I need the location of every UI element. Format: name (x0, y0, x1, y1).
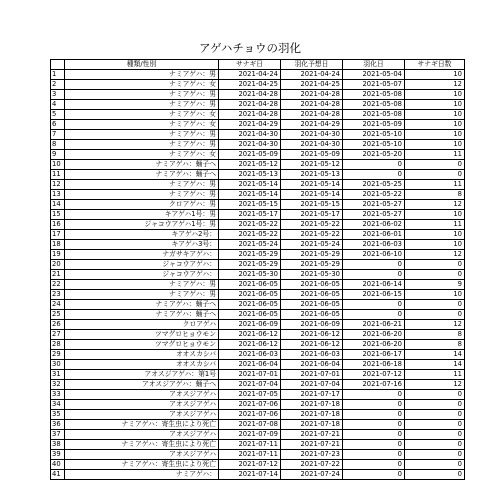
pupa-days-cell: 0 (405, 170, 465, 180)
expected-date-cell: 2021-07-21 (281, 440, 343, 450)
table-row (51, 280, 465, 290)
species-sex-cell: アオスジアゲハ (65, 450, 219, 460)
table-row (51, 380, 465, 390)
table-row (51, 430, 465, 440)
table-row (51, 90, 465, 100)
expected-date-cell: 2021-06-03 (281, 350, 343, 360)
pupa-days-cell: 0 (405, 440, 465, 450)
pupa-date-cell: 2021-07-08 (219, 420, 281, 430)
table-row (51, 410, 465, 420)
table-row (51, 330, 465, 340)
pupa-days-cell: 12 (405, 320, 465, 330)
species-sex-cell: ナミアゲハ：女 (65, 80, 219, 90)
emergence-date-cell: 2021-05-25 (343, 180, 405, 190)
table-row (51, 250, 465, 260)
pupa-date-cell: 2021-07-14 (219, 470, 281, 480)
expected-date-cell: 2021-07-18 (281, 410, 343, 420)
row-index: 14 (51, 200, 65, 210)
table-row (51, 300, 465, 310)
expected-date-cell: 2021-07-17 (281, 390, 343, 400)
table-row (51, 470, 465, 480)
emergence-date-cell: 2021-06-02 (343, 220, 405, 230)
species-sex-cell: ツマグロヒョウモン (65, 330, 219, 340)
table-row (51, 200, 465, 210)
row-index: 15 (51, 210, 65, 220)
emergence-date-cell: 0 (343, 260, 405, 270)
expected-date-cell: 2021-05-12 (281, 160, 343, 170)
pupa-days-cell: 11 (405, 220, 465, 230)
table-row (51, 460, 465, 470)
species-sex-cell: アオスジアゲハ (65, 400, 219, 410)
species-sex-cell: ナミアゲハ：寄生虫により死亡 (65, 460, 219, 470)
expected-date-cell: 2021-07-21 (281, 430, 343, 440)
pupa-days-cell: 10 (405, 140, 465, 150)
emergence-date-cell: 0 (343, 430, 405, 440)
table-row (51, 420, 465, 430)
pupa-days-cell: 0 (405, 160, 465, 170)
pupa-days-cell: 10 (405, 210, 465, 220)
expected-date-cell: 2021-07-01 (281, 370, 343, 380)
expected-date-cell: 2021-06-05 (281, 310, 343, 320)
emergence-date-cell: 2021-05-20 (343, 150, 405, 160)
table-row (51, 450, 465, 460)
table-row (51, 80, 465, 90)
pupa-days-cell: 0 (405, 420, 465, 430)
pupa-date-cell: 2021-07-04 (219, 380, 281, 390)
species-sex-cell: ナミアゲハ：男 (65, 180, 219, 190)
emergence-date-cell: 2021-06-10 (343, 250, 405, 260)
row-index: 25 (51, 310, 65, 320)
pupa-days-cell: 10 (405, 240, 465, 250)
emergence-date-cell: 2021-06-21 (343, 320, 405, 330)
emergence-date-cell: 2021-06-18 (343, 360, 405, 370)
table-row (51, 170, 465, 180)
header-index (51, 60, 65, 70)
pupa-date-cell: 2021-04-30 (219, 140, 281, 150)
expected-date-cell: 2021-07-23 (281, 450, 343, 460)
expected-date-cell: 2021-05-15 (281, 200, 343, 210)
row-index: 3 (51, 90, 65, 100)
pupa-date-cell: 2021-06-12 (219, 330, 281, 340)
expected-date-cell: 2021-06-05 (281, 300, 343, 310)
row-index: 8 (51, 140, 65, 150)
pupa-date-cell: 2021-05-15 (219, 200, 281, 210)
pupa-date-cell: 2021-07-01 (219, 370, 281, 380)
table-row (51, 290, 465, 300)
row-index: 7 (51, 130, 65, 140)
expected-date-cell: 2021-04-28 (281, 110, 343, 120)
pupa-date-cell: 2021-05-29 (219, 260, 281, 270)
emergence-date-cell: 2021-05-09 (343, 120, 405, 130)
pupa-days-cell: 0 (405, 460, 465, 470)
header-species-sex: 種類/性別 (65, 60, 219, 70)
row-index: 24 (51, 300, 65, 310)
pupa-days-cell: 9 (405, 280, 465, 290)
expected-date-cell: 2021-06-05 (281, 280, 343, 290)
row-index: 13 (51, 190, 65, 200)
row-index: 12 (51, 180, 65, 190)
species-sex-cell: ナミアゲハ：男 (65, 140, 219, 150)
expected-date-cell: 2021-05-29 (281, 260, 343, 270)
emergence-date-cell: 0 (343, 460, 405, 470)
expected-date-cell: 2021-06-12 (281, 330, 343, 340)
row-index: 21 (51, 270, 65, 280)
table-row (51, 160, 465, 170)
pupa-days-cell: 0 (405, 400, 465, 410)
row-index: 30 (51, 360, 65, 370)
pupa-date-cell: 2021-04-28 (219, 90, 281, 100)
pupa-date-cell: 2021-04-24 (219, 70, 281, 80)
pupa-date-cell: 2021-05-13 (219, 170, 281, 180)
emergence-date-cell: 2021-06-14 (343, 280, 405, 290)
pupa-date-cell: 2021-05-14 (219, 180, 281, 190)
emergence-date-cell: 0 (343, 470, 405, 480)
header-pupa-date: サナギ日 (219, 60, 281, 70)
pupa-days-cell: 10 (405, 90, 465, 100)
species-sex-cell: キアゲハ1号：男 (65, 210, 219, 220)
emergence-date-cell: 0 (343, 420, 405, 430)
pupa-date-cell: 2021-06-05 (219, 290, 281, 300)
pupa-date-cell: 2021-06-05 (219, 310, 281, 320)
emergence-date-cell: 2021-05-07 (343, 80, 405, 90)
species-sex-cell: ナミアゲハ：男 (65, 190, 219, 200)
species-sex-cell: ナガサキアゲハ： (65, 250, 219, 260)
table-row (51, 370, 465, 380)
species-sex-cell: キアゲハ2号： (65, 230, 219, 240)
pupa-days-cell: 0 (405, 300, 465, 310)
emergence-date-cell: 2021-07-12 (343, 370, 405, 380)
table-row (51, 360, 465, 370)
row-index: 41 (51, 470, 65, 480)
table-row (51, 70, 465, 80)
species-sex-cell: ナミアゲハ：寄生虫により死亡 (65, 420, 219, 430)
pupa-date-cell: 2021-04-29 (219, 120, 281, 130)
emergence-date-cell: 0 (343, 410, 405, 420)
row-index: 5 (51, 110, 65, 120)
row-index: 6 (51, 120, 65, 130)
expected-date-cell: 2021-04-29 (281, 120, 343, 130)
emergence-date-cell: 0 (343, 400, 405, 410)
expected-date-cell: 2021-05-22 (281, 220, 343, 230)
emergence-date-cell: 0 (343, 310, 405, 320)
species-sex-cell: ナミアゲハ：男 (65, 290, 219, 300)
pupa-days-cell: 14 (405, 350, 465, 360)
table-row (51, 210, 465, 220)
page-title: アゲハチョウの羽化 (198, 41, 302, 55)
species-sex-cell: ナミアゲハ：女 (65, 150, 219, 160)
row-index: 28 (51, 340, 65, 350)
expected-date-cell: 2021-05-24 (281, 240, 343, 250)
pupa-date-cell: 2021-05-12 (219, 160, 281, 170)
pupa-date-cell: 2021-07-06 (219, 400, 281, 410)
header-pupa-days: サナギ日数 (405, 60, 465, 70)
expected-date-cell: 2021-04-28 (281, 100, 343, 110)
pupa-date-cell: 2021-05-22 (219, 230, 281, 240)
pupa-date-cell: 2021-07-11 (219, 440, 281, 450)
emergence-date-cell: 0 (343, 390, 405, 400)
pupa-date-cell: 2021-06-05 (219, 300, 281, 310)
pupa-date-cell: 2021-05-29 (219, 250, 281, 260)
species-sex-cell: ナミアゲハ：女 (65, 110, 219, 120)
table-row (51, 400, 465, 410)
species-sex-cell: ナミアゲハ：寄生虫により死亡 (65, 440, 219, 450)
pupa-days-cell: 0 (405, 430, 465, 440)
pupa-date-cell: 2021-06-04 (219, 360, 281, 370)
row-index: 4 (51, 100, 65, 110)
emergence-date-cell: 2021-05-22 (343, 190, 405, 200)
table-row (51, 100, 465, 110)
row-index: 18 (51, 240, 65, 250)
pupa-days-cell: 10 (405, 120, 465, 130)
emergence-date-cell: 2021-05-10 (343, 140, 405, 150)
pupa-days-cell: 11 (405, 150, 465, 160)
pupa-days-cell: 10 (405, 110, 465, 120)
pupa-date-cell: 2021-04-28 (219, 100, 281, 110)
expected-date-cell: 2021-06-05 (281, 290, 343, 300)
emergence-date-cell: 2021-05-27 (343, 210, 405, 220)
table-row (51, 350, 465, 360)
emergence-date-cell: 2021-07-16 (343, 380, 405, 390)
expected-date-cell: 2021-05-13 (281, 170, 343, 180)
pupa-days-cell: 12 (405, 200, 465, 210)
species-sex-cell: ナミアゲハ：蛹子へ (65, 300, 219, 310)
emergence-date-cell: 0 (343, 160, 405, 170)
pupa-days-cell: 0 (405, 260, 465, 270)
emergence-date-cell: 2021-06-17 (343, 350, 405, 360)
expected-date-cell: 2021-05-14 (281, 190, 343, 200)
expected-date-cell: 2021-06-12 (281, 340, 343, 350)
row-index: 32 (51, 380, 65, 390)
pupa-date-cell: 2021-06-09 (219, 320, 281, 330)
pupa-date-cell: 2021-05-09 (219, 150, 281, 160)
pupa-days-cell: 12 (405, 250, 465, 260)
expected-date-cell: 2021-04-25 (281, 80, 343, 90)
species-sex-cell: オオスカシバ (65, 360, 219, 370)
header-emergence-date: 羽化日 (343, 60, 405, 70)
expected-date-cell: 2021-04-30 (281, 130, 343, 140)
row-index: 2 (51, 80, 65, 90)
expected-date-cell: 2021-07-18 (281, 400, 343, 410)
expected-date-cell: 2021-07-18 (281, 420, 343, 430)
row-index: 40 (51, 460, 65, 470)
emergence-date-cell: 2021-05-27 (343, 200, 405, 210)
species-sex-cell: ナミアゲハ：男 (65, 100, 219, 110)
emergence-date-cell: 0 (343, 450, 405, 460)
row-index: 17 (51, 230, 65, 240)
table-row (51, 180, 465, 190)
expected-date-cell: 2021-05-17 (281, 210, 343, 220)
expected-date-cell: 2021-05-30 (281, 270, 343, 280)
header-expected-date: 羽化予想日 (281, 60, 343, 70)
species-sex-cell: ナミアゲハ：女 (65, 120, 219, 130)
emergence-date-cell: 0 (343, 440, 405, 450)
table-row (51, 440, 465, 450)
species-sex-cell: ナミアゲハ：蛹子へ (65, 160, 219, 170)
row-index: 38 (51, 440, 65, 450)
table-row (51, 390, 465, 400)
species-sex-cell: ジャコウアゲハ： (65, 270, 219, 280)
row-index: 39 (51, 450, 65, 460)
expected-date-cell: 2021-07-22 (281, 460, 343, 470)
emergence-date-cell: 2021-06-01 (343, 230, 405, 240)
emergence-date-cell: 2021-05-08 (343, 110, 405, 120)
row-index: 20 (51, 260, 65, 270)
expected-date-cell: 2021-05-29 (281, 250, 343, 260)
expected-date-cell: 2021-04-24 (281, 70, 343, 80)
species-sex-cell: キアゲハ3号： (65, 240, 219, 250)
pupa-days-cell: 0 (405, 410, 465, 420)
species-sex-cell: クロアゲハ (65, 320, 219, 330)
expected-date-cell: 2021-06-09 (281, 320, 343, 330)
species-sex-cell: ナミアゲハ：男 (65, 280, 219, 290)
pupa-date-cell: 2021-06-03 (219, 350, 281, 360)
species-sex-cell: アオスジアゲハ：第1号 (65, 370, 219, 380)
emergence-date-cell: 2021-05-08 (343, 90, 405, 100)
table-row (51, 130, 465, 140)
expected-date-cell: 2021-05-22 (281, 230, 343, 240)
row-index: 1 (51, 70, 65, 80)
pupa-date-cell: 2021-04-30 (219, 130, 281, 140)
pupa-date-cell: 2021-04-25 (219, 80, 281, 90)
pupa-date-cell: 2021-06-12 (219, 340, 281, 350)
pupa-date-cell: 2021-07-12 (219, 460, 281, 470)
species-sex-cell: ナミアゲハ：男 (65, 70, 219, 80)
emergence-date-cell: 2021-05-08 (343, 100, 405, 110)
row-index: 10 (51, 160, 65, 170)
species-sex-cell: アオスジアゲハ (65, 390, 219, 400)
emergence-date-cell: 2021-05-10 (343, 130, 405, 140)
pupa-days-cell: 12 (405, 380, 465, 390)
species-sex-cell: アオスジアゲハ (65, 430, 219, 440)
table-row (51, 220, 465, 230)
table-row (51, 310, 465, 320)
pupa-date-cell: 2021-05-30 (219, 270, 281, 280)
expected-date-cell: 2021-05-14 (281, 180, 343, 190)
pupa-days-cell: 12 (405, 80, 465, 90)
species-sex-cell: アオスジアゲハ：蛹子へ (65, 380, 219, 390)
emergence-date-cell: 2021-06-20 (343, 340, 405, 350)
pupa-date-cell: 2021-05-22 (219, 220, 281, 230)
table-row (51, 150, 465, 160)
pupa-date-cell: 2021-05-17 (219, 210, 281, 220)
emergence-date-cell: 2021-06-20 (343, 330, 405, 340)
species-sex-cell: ツマグロヒョウモン (65, 340, 219, 350)
table-row (51, 260, 465, 270)
emergence-date-cell: 0 (343, 300, 405, 310)
row-index: 34 (51, 400, 65, 410)
row-index: 22 (51, 280, 65, 290)
expected-date-cell: 2021-05-09 (281, 150, 343, 160)
table-row (51, 240, 465, 250)
row-index: 31 (51, 370, 65, 380)
table-row (51, 140, 465, 150)
emergence-date-cell: 0 (343, 170, 405, 180)
species-sex-cell: クロアゲハ：男 (65, 200, 219, 210)
emergence-date-cell: 0 (343, 270, 405, 280)
emergence-date-cell: 2021-06-03 (343, 240, 405, 250)
table-row (51, 110, 465, 120)
expected-date-cell: 2021-06-04 (281, 360, 343, 370)
pupa-days-cell: 0 (405, 270, 465, 280)
pupa-date-cell: 2021-07-06 (219, 410, 281, 420)
pupa-days-cell: 8 (405, 190, 465, 200)
table-row (51, 190, 465, 200)
expected-date-cell: 2021-07-24 (281, 470, 343, 480)
species-sex-cell: ジャコウアゲハ： (65, 260, 219, 270)
pupa-date-cell: 2021-05-14 (219, 190, 281, 200)
emergence-table (50, 59, 465, 480)
pupa-date-cell: 2021-07-05 (219, 390, 281, 400)
pupa-days-cell: 8 (405, 330, 465, 340)
expected-date-cell: 2021-04-30 (281, 140, 343, 150)
row-index: 9 (51, 150, 65, 160)
species-sex-cell: ナミアゲハ：蛹子へ (65, 310, 219, 320)
emergence-date-cell: 2021-05-04 (343, 70, 405, 80)
row-index: 27 (51, 330, 65, 340)
table-row (51, 270, 465, 280)
table-row (51, 340, 465, 350)
row-index: 19 (51, 250, 65, 260)
pupa-days-cell: 0 (405, 470, 465, 480)
pupa-days-cell: 11 (405, 370, 465, 380)
row-index: 33 (51, 390, 65, 400)
pupa-date-cell: 2021-07-09 (219, 430, 281, 440)
pupa-days-cell: 0 (405, 310, 465, 320)
species-sex-cell: アオスジアゲハ (65, 410, 219, 420)
expected-date-cell: 2021-04-28 (281, 90, 343, 100)
row-index: 16 (51, 220, 65, 230)
pupa-days-cell: 10 (405, 290, 465, 300)
row-index: 36 (51, 420, 65, 430)
species-sex-cell: ジャコウアゲハ1号：男 (65, 220, 219, 230)
pupa-days-cell: 10 (405, 100, 465, 110)
row-index: 37 (51, 430, 65, 440)
pupa-date-cell: 2021-06-05 (219, 280, 281, 290)
pupa-days-cell: 8 (405, 340, 465, 350)
pupa-days-cell: 11 (405, 180, 465, 190)
pupa-days-cell: 0 (405, 450, 465, 460)
row-index: 29 (51, 350, 65, 360)
header-row (51, 60, 465, 70)
species-sex-cell: ナミアゲハ：男 (65, 90, 219, 100)
pupa-date-cell: 2021-04-28 (219, 110, 281, 120)
pupa-days-cell: 10 (405, 130, 465, 140)
table-row (51, 320, 465, 330)
row-index: 26 (51, 320, 65, 330)
species-sex-cell: ナミアゲハ：蛹子へ (65, 170, 219, 180)
species-sex-cell: ナミアゲハ： (65, 470, 219, 480)
pupa-date-cell: 2021-07-11 (219, 450, 281, 460)
row-index: 23 (51, 290, 65, 300)
pupa-days-cell: 10 (405, 230, 465, 240)
species-sex-cell: ナミアゲハ：男 (65, 130, 219, 140)
emergence-date-cell: 2021-06-15 (343, 290, 405, 300)
pupa-days-cell: 0 (405, 390, 465, 400)
pupa-days-cell: 14 (405, 360, 465, 370)
row-index: 11 (51, 170, 65, 180)
table-row (51, 230, 465, 240)
row-index: 35 (51, 410, 65, 420)
expected-date-cell: 2021-07-04 (281, 380, 343, 390)
table-row (51, 120, 465, 130)
species-sex-cell: オオスカシバ (65, 350, 219, 360)
pupa-date-cell: 2021-05-24 (219, 240, 281, 250)
pupa-days-cell: 10 (405, 70, 465, 80)
